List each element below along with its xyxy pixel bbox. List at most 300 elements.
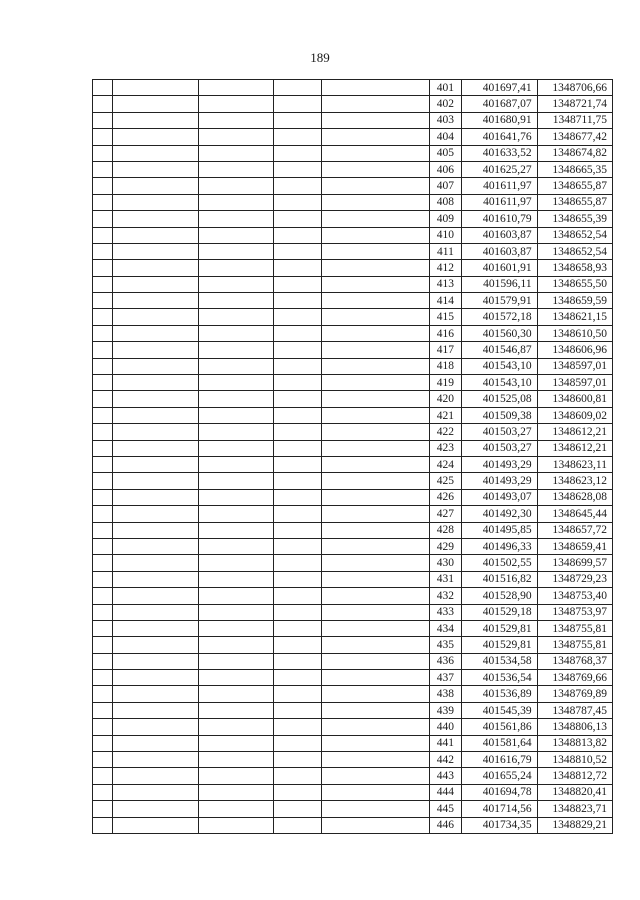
empty-cell [321,522,429,538]
empty-cell [198,276,273,292]
empty-cell [321,719,429,735]
empty-cell [273,719,321,735]
y-coordinate-cell: 1348655,39 [537,211,612,227]
empty-cell [198,80,273,96]
empty-cell [198,375,273,391]
x-coordinate-cell: 401493,29 [462,473,537,489]
empty-cell [198,145,273,161]
empty-cell [198,801,273,817]
point-number-cell: 439 [429,702,462,718]
y-coordinate-cell: 1348623,12 [537,473,612,489]
empty-cell [273,670,321,686]
table-row [93,342,613,358]
point-number-cell: 426 [429,489,462,505]
table-row [93,96,613,112]
empty-cell [93,719,113,735]
empty-cell [273,309,321,325]
table-row [93,80,613,96]
x-coordinate-cell: 401655,24 [462,768,537,784]
x-coordinate-cell: 401503,27 [462,424,537,440]
x-coordinate-cell: 401492,30 [462,506,537,522]
y-coordinate-cell: 1348729,23 [537,571,612,587]
y-coordinate-cell: 1348677,42 [537,129,612,145]
table-row [93,424,613,440]
point-number-cell: 404 [429,129,462,145]
empty-cell [198,325,273,341]
empty-cell [273,358,321,374]
empty-cell [93,604,113,620]
x-coordinate-cell: 401493,29 [462,456,537,472]
y-coordinate-cell: 1348823,71 [537,801,612,817]
empty-cell [273,686,321,702]
empty-cell [198,456,273,472]
empty-cell [113,293,198,309]
point-number-cell: 423 [429,440,462,456]
empty-cell [273,571,321,587]
table-row [93,309,613,325]
y-coordinate-cell: 1348699,57 [537,555,612,571]
point-number-cell: 410 [429,227,462,243]
empty-cell [113,784,198,800]
empty-cell [321,784,429,800]
empty-cell [113,555,198,571]
empty-cell [93,112,113,128]
y-coordinate-cell: 1348612,21 [537,440,612,456]
point-number-cell: 417 [429,342,462,358]
x-coordinate-cell: 401610,79 [462,211,537,227]
empty-cell [93,243,113,259]
empty-cell [321,391,429,407]
empty-cell [113,522,198,538]
empty-cell [273,178,321,194]
empty-cell [93,293,113,309]
x-coordinate-cell: 401525,08 [462,391,537,407]
x-coordinate-cell: 401596,11 [462,276,537,292]
empty-cell [198,604,273,620]
table-row [93,194,613,210]
empty-cell [93,489,113,505]
table-row [93,620,613,636]
empty-cell [93,227,113,243]
empty-cell [198,489,273,505]
table-row [93,702,613,718]
empty-cell [273,342,321,358]
empty-cell [198,194,273,210]
x-coordinate-cell: 401616,79 [462,752,537,768]
y-coordinate-cell: 1348659,59 [537,293,612,309]
empty-cell [198,637,273,653]
empty-cell [198,178,273,194]
empty-cell [273,424,321,440]
table-row [93,670,613,686]
point-number-cell: 445 [429,801,462,817]
empty-cell [93,96,113,112]
empty-cell [198,653,273,669]
empty-cell [198,555,273,571]
empty-cell [198,243,273,259]
empty-cell [113,96,198,112]
x-coordinate-cell: 401694,78 [462,784,537,800]
empty-cell [198,506,273,522]
point-number-cell: 436 [429,653,462,669]
empty-cell [93,571,113,587]
point-number-cell: 428 [429,522,462,538]
point-number-cell: 432 [429,588,462,604]
empty-cell [113,112,198,128]
table-row [93,653,613,669]
x-coordinate-cell: 401625,27 [462,161,537,177]
empty-cell [113,309,198,325]
empty-cell [198,702,273,718]
empty-cell [93,391,113,407]
y-coordinate-cell: 1348753,97 [537,604,612,620]
empty-cell [273,440,321,456]
empty-cell [198,342,273,358]
y-coordinate-cell: 1348711,75 [537,112,612,128]
point-number-cell: 438 [429,686,462,702]
table-row [93,735,613,751]
point-number-cell: 418 [429,358,462,374]
point-number-cell: 433 [429,604,462,620]
empty-cell [113,211,198,227]
empty-cell [113,440,198,456]
empty-cell [113,342,198,358]
empty-cell [198,588,273,604]
table-row [93,588,613,604]
point-number-cell: 406 [429,161,462,177]
x-coordinate-cell: 401641,76 [462,129,537,145]
point-number-cell: 431 [429,571,462,587]
empty-cell [113,424,198,440]
empty-cell [321,686,429,702]
x-coordinate-cell: 401516,82 [462,571,537,587]
point-number-cell: 422 [429,424,462,440]
x-coordinate-cell: 401611,97 [462,194,537,210]
empty-cell [93,686,113,702]
point-number-cell: 441 [429,735,462,751]
x-coordinate-cell: 401572,18 [462,309,537,325]
x-coordinate-cell: 401502,55 [462,555,537,571]
x-coordinate-cell: 401493,07 [462,489,537,505]
empty-cell [198,752,273,768]
y-coordinate-cell: 1348829,21 [537,817,612,833]
point-number-cell: 408 [429,194,462,210]
empty-cell [273,227,321,243]
point-number-cell: 416 [429,325,462,341]
y-coordinate-cell: 1348606,96 [537,342,612,358]
empty-cell [93,276,113,292]
empty-cell [93,358,113,374]
point-number-cell: 430 [429,555,462,571]
y-coordinate-cell: 1348600,81 [537,391,612,407]
empty-cell [273,555,321,571]
point-number-cell: 429 [429,538,462,554]
empty-cell [93,768,113,784]
empty-cell [93,653,113,669]
empty-cell [113,391,198,407]
y-coordinate-cell: 1348813,82 [537,735,612,751]
table-row [93,456,613,472]
empty-cell [113,571,198,587]
empty-cell [321,456,429,472]
y-coordinate-cell: 1348623,11 [537,456,612,472]
point-number-cell: 413 [429,276,462,292]
empty-cell [273,456,321,472]
empty-cell [198,260,273,276]
empty-cell [273,407,321,423]
table-row [93,112,613,128]
empty-cell [273,588,321,604]
empty-cell [273,293,321,309]
point-number-cell: 427 [429,506,462,522]
x-coordinate-cell: 401509,38 [462,407,537,423]
x-coordinate-cell: 401545,39 [462,702,537,718]
empty-cell [321,440,429,456]
empty-cell [198,293,273,309]
y-coordinate-cell: 1348652,54 [537,227,612,243]
empty-cell [321,129,429,145]
empty-cell [113,80,198,96]
x-coordinate-cell: 401687,07 [462,96,537,112]
empty-cell [113,768,198,784]
empty-cell [273,752,321,768]
empty-cell [321,260,429,276]
table-row [93,407,613,423]
y-coordinate-cell: 1348755,81 [537,620,612,636]
point-number-cell: 442 [429,752,462,768]
empty-cell [113,752,198,768]
empty-cell [93,522,113,538]
empty-cell [273,604,321,620]
table-row [93,161,613,177]
table-row [93,473,613,489]
point-number-cell: 402 [429,96,462,112]
x-coordinate-cell: 401633,52 [462,145,537,161]
empty-cell [198,211,273,227]
y-coordinate-cell: 1348610,50 [537,325,612,341]
empty-cell [113,702,198,718]
empty-cell [93,375,113,391]
empty-cell [273,243,321,259]
empty-cell [273,768,321,784]
x-coordinate-cell: 401503,27 [462,440,537,456]
empty-cell [93,260,113,276]
table-row [93,784,613,800]
empty-cell [273,96,321,112]
empty-cell [93,161,113,177]
empty-cell [93,178,113,194]
empty-cell [113,325,198,341]
empty-cell [198,96,273,112]
empty-cell [113,375,198,391]
point-number-cell: 440 [429,719,462,735]
empty-cell [113,670,198,686]
empty-cell [93,801,113,817]
empty-cell [273,194,321,210]
empty-cell [198,129,273,145]
table-row [93,145,613,161]
x-coordinate-cell: 401546,87 [462,342,537,358]
empty-cell [198,571,273,587]
empty-cell [321,325,429,341]
x-coordinate-cell: 401734,35 [462,817,537,833]
x-coordinate-cell: 401536,54 [462,670,537,686]
empty-cell [198,309,273,325]
x-coordinate-cell: 401603,87 [462,243,537,259]
empty-cell [113,637,198,653]
empty-cell [321,424,429,440]
empty-cell [93,670,113,686]
empty-cell [93,80,113,96]
empty-cell [198,522,273,538]
empty-cell [321,752,429,768]
empty-cell [321,506,429,522]
empty-cell [113,604,198,620]
y-coordinate-cell: 1348820,41 [537,784,612,800]
empty-cell [273,702,321,718]
empty-cell [93,817,113,833]
empty-cell [113,653,198,669]
point-number-cell: 435 [429,637,462,653]
point-number-cell: 412 [429,260,462,276]
x-coordinate-cell: 401529,81 [462,637,537,653]
y-coordinate-cell: 1348655,87 [537,178,612,194]
table-row [93,522,613,538]
empty-cell [198,407,273,423]
x-coordinate-cell: 401543,10 [462,358,537,374]
empty-cell [273,473,321,489]
y-coordinate-cell: 1348659,41 [537,538,612,554]
x-coordinate-cell: 401561,86 [462,719,537,735]
point-number-cell: 407 [429,178,462,194]
empty-cell [113,686,198,702]
empty-cell [198,686,273,702]
empty-cell [321,309,429,325]
table-row [93,391,613,407]
empty-cell [93,440,113,456]
y-coordinate-cell: 1348628,08 [537,489,612,505]
empty-cell [321,407,429,423]
empty-cell [113,178,198,194]
table-row [93,276,613,292]
empty-cell [321,653,429,669]
empty-cell [321,571,429,587]
empty-cell [321,702,429,718]
empty-cell [93,309,113,325]
empty-cell [113,456,198,472]
table-row [93,604,613,620]
empty-cell [321,211,429,227]
empty-cell [321,145,429,161]
point-number-cell: 403 [429,112,462,128]
empty-cell [113,129,198,145]
x-coordinate-cell: 401579,91 [462,293,537,309]
empty-cell [93,702,113,718]
empty-cell [198,227,273,243]
table-row [93,719,613,735]
empty-cell [273,801,321,817]
y-coordinate-cell: 1348769,66 [537,670,612,686]
point-number-cell: 444 [429,784,462,800]
table-row [93,358,613,374]
empty-cell [321,112,429,128]
table-row [93,752,613,768]
y-coordinate-cell: 1348597,01 [537,375,612,391]
empty-cell [93,407,113,423]
empty-cell [93,538,113,554]
empty-cell [273,653,321,669]
empty-cell [321,620,429,636]
empty-cell [273,391,321,407]
empty-cell [198,620,273,636]
empty-cell [273,80,321,96]
table-row [93,768,613,784]
x-coordinate-cell: 401603,87 [462,227,537,243]
x-coordinate-cell: 401714,56 [462,801,537,817]
y-coordinate-cell: 1348655,50 [537,276,612,292]
x-coordinate-cell: 401534,58 [462,653,537,669]
x-coordinate-cell: 401697,41 [462,80,537,96]
empty-cell [93,342,113,358]
point-number-cell: 421 [429,407,462,423]
empty-cell [113,276,198,292]
y-coordinate-cell: 1348612,21 [537,424,612,440]
empty-cell [273,276,321,292]
x-coordinate-cell: 401529,18 [462,604,537,620]
empty-cell [321,243,429,259]
point-number-cell: 405 [429,145,462,161]
empty-cell [321,342,429,358]
empty-cell [321,489,429,505]
table-row [93,801,613,817]
point-number-cell: 415 [429,309,462,325]
empty-cell [198,161,273,177]
empty-cell [198,358,273,374]
y-coordinate-cell: 1348645,44 [537,506,612,522]
point-number-cell: 414 [429,293,462,309]
y-coordinate-cell: 1348787,45 [537,702,612,718]
empty-cell [273,260,321,276]
empty-cell [198,784,273,800]
x-coordinate-cell: 401496,33 [462,538,537,554]
empty-cell [198,424,273,440]
empty-cell [113,227,198,243]
empty-cell [273,145,321,161]
x-coordinate-cell: 401495,85 [462,522,537,538]
empty-cell [321,604,429,620]
empty-cell [321,194,429,210]
empty-cell [321,161,429,177]
point-number-cell: 424 [429,456,462,472]
y-coordinate-cell: 1348721,74 [537,96,612,112]
point-number-cell: 401 [429,80,462,96]
empty-cell [198,473,273,489]
point-number-cell: 409 [429,211,462,227]
empty-cell [93,784,113,800]
table-row [93,129,613,145]
empty-cell [321,538,429,554]
empty-cell [113,358,198,374]
x-coordinate-cell: 401611,97 [462,178,537,194]
empty-cell [93,588,113,604]
empty-cell [321,801,429,817]
empty-cell [198,768,273,784]
coordinates-table [92,79,613,834]
y-coordinate-cell: 1348753,40 [537,588,612,604]
empty-cell [93,424,113,440]
empty-cell [321,637,429,653]
empty-cell [93,555,113,571]
